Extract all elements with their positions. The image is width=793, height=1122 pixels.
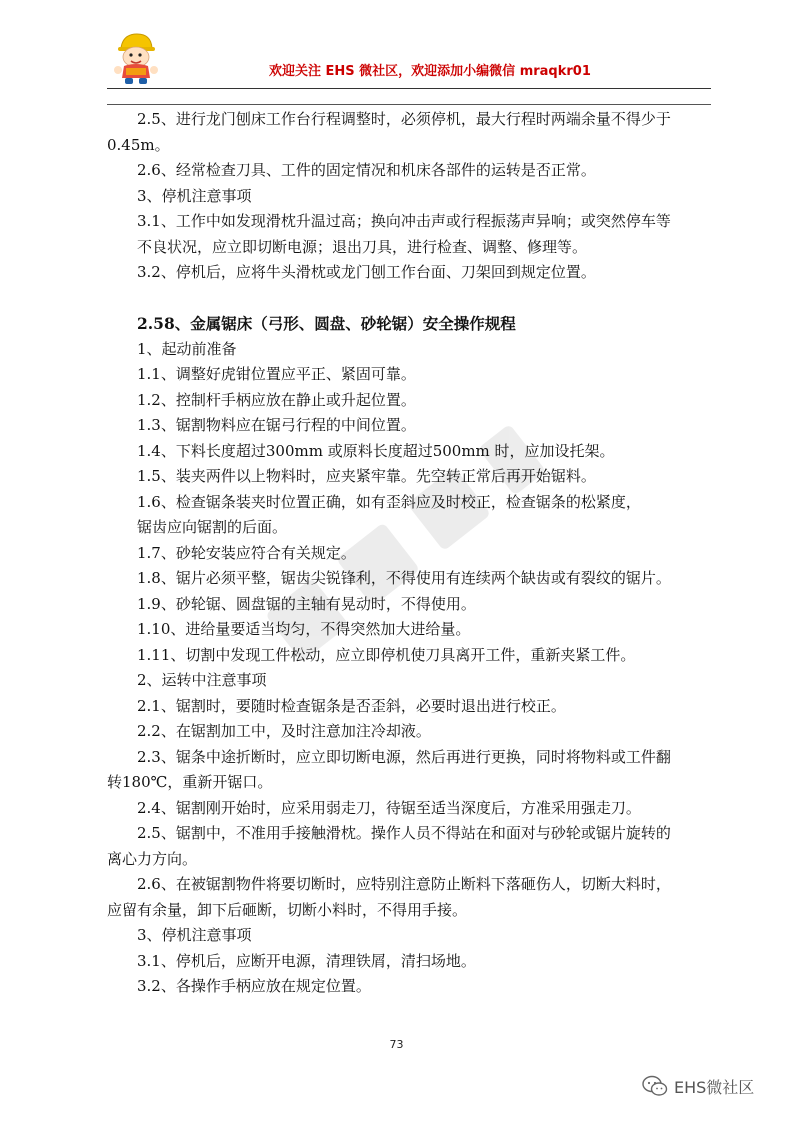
text-line: 2.2、在锯割加工中，及时注意加注冷却液。 bbox=[137, 722, 431, 740]
wechat-icon bbox=[642, 1075, 668, 1097]
text-line: 2.1、锯割时，要随时检查锯条是否歪斜，必要时退出进行校正。 bbox=[137, 696, 566, 715]
text-line: 1.3、锯割物料应在锯弓行程的中间位置。 bbox=[137, 416, 416, 434]
text-line: 3、停机注意事项 bbox=[137, 926, 252, 944]
text-line: 转180℃，重新开锯口。 bbox=[107, 773, 273, 791]
page-header bbox=[107, 28, 711, 88]
text-line: 1.9、砂轮锯、圆盘锯的主轴有晃动时，不得使用。 bbox=[137, 594, 476, 613]
text-line: 离心力方向。 bbox=[107, 849, 198, 868]
text-line: 1.4、下料长度超过300mm 或原料长度超过500mm 时，应加设托架。 bbox=[137, 441, 615, 460]
text-line: 2、运转中注意事项 bbox=[137, 671, 267, 689]
text-line: 不良状况，应立即切断电源；退出刀具，进行检查、调整、修理等。 bbox=[137, 237, 588, 256]
text-line: 2.6、经常检查刀具、工件的固定情况和机床各部件的运转是否正常。 bbox=[137, 161, 596, 179]
text-line: 1.8、锯片必须平整，锯齿尖锐锋利，不得使用有连续两个缺齿或有裂纹的锯片。 bbox=[137, 569, 671, 587]
footer-brand bbox=[642, 1073, 754, 1099]
text-line: 2.3、锯条中途折断时，应立即切断电源，然后再进行更换，同时将物料或工件翻 bbox=[137, 747, 671, 766]
text-line: 3.1、工作中如发现滑枕升温过高；换向冲击声或行程振荡声异响；或突然停车等 bbox=[137, 212, 671, 230]
text-line: 锯齿应向锯割的后面。 bbox=[137, 518, 288, 536]
footer-brand-text: EHS微社区 bbox=[674, 1077, 755, 1097]
text-line: 3、停机注意事项 bbox=[137, 186, 252, 205]
text-line: 2.6、在被锯割物件将要切断时，应特别注意防止断料下落砸伤人，切断大料时， bbox=[137, 875, 671, 893]
page-number: 73 bbox=[389, 1038, 404, 1051]
text-line: 1.5、装夹两件以上物料时，应夹紧牢靠。先空转正常后再开始锯料。 bbox=[137, 467, 596, 485]
text-line: 1.11、切割中发现工件松动，应立即停机使刀具离开工件，重新夹紧工件。 bbox=[137, 645, 636, 664]
text-line: 3.2、停机后，应将牛头滑枕或龙门刨工作台面、刀架回到规定位置。 bbox=[137, 263, 596, 281]
text-line: 1.6、检查锯条装夹时位置正确，如有歪斜应及时校正，检查锯条的松紧度， bbox=[137, 492, 641, 511]
text-line: 1.7、砂轮安装应符合有关规定。 bbox=[137, 543, 356, 562]
text-line: 3.1、停机后，应断开电源，清理铁屑，清扫场地。 bbox=[137, 951, 476, 970]
text-line: 1.2、控制杆手柄应放在静止或升起位置。 bbox=[137, 390, 416, 409]
blank-line bbox=[107, 286, 711, 312]
header-text: 欢迎关注 EHS 微社区，欢迎添加小编微信 mraqkr01 bbox=[269, 64, 591, 79]
document-body bbox=[107, 107, 711, 1000]
text-line: 1.1、调整好虎钳位置应平正、紧固可靠。 bbox=[137, 365, 416, 383]
text-line: 2.4、锯割刚开始时，应采用弱走刀，待锯至适当深度后，方准采用强走刀。 bbox=[137, 798, 641, 817]
content-top-rule bbox=[107, 104, 711, 105]
text-line: 应留有余量，卸下后砸断，切断小料时，不得用手接。 bbox=[107, 900, 468, 919]
header-rule bbox=[107, 88, 711, 89]
text-line: 1、起动前准备 bbox=[137, 339, 237, 358]
text-line: 2.5、进行龙门刨床工作台行程调整时，必须停机，最大行程时两端余量不得少于 bbox=[137, 110, 671, 128]
text-line: 1.10、进给量要适当均匀，不得突然加大进给量。 bbox=[137, 620, 471, 638]
section-title: 2.58、金属锯床（弓形、圆盘、砂轮锯）安全操作规程 bbox=[137, 314, 516, 333]
text-line: 2.5、锯割中，不准用手接触滑枕。操作人员不得站在和面对与砂轮或锯片旋转的 bbox=[137, 824, 671, 842]
text-line: 0.45m。 bbox=[107, 135, 170, 154]
text-line: 3.2、各操作手柄应放在规定位置。 bbox=[137, 977, 371, 995]
cartoon-worker-mascot-icon bbox=[107, 28, 163, 86]
